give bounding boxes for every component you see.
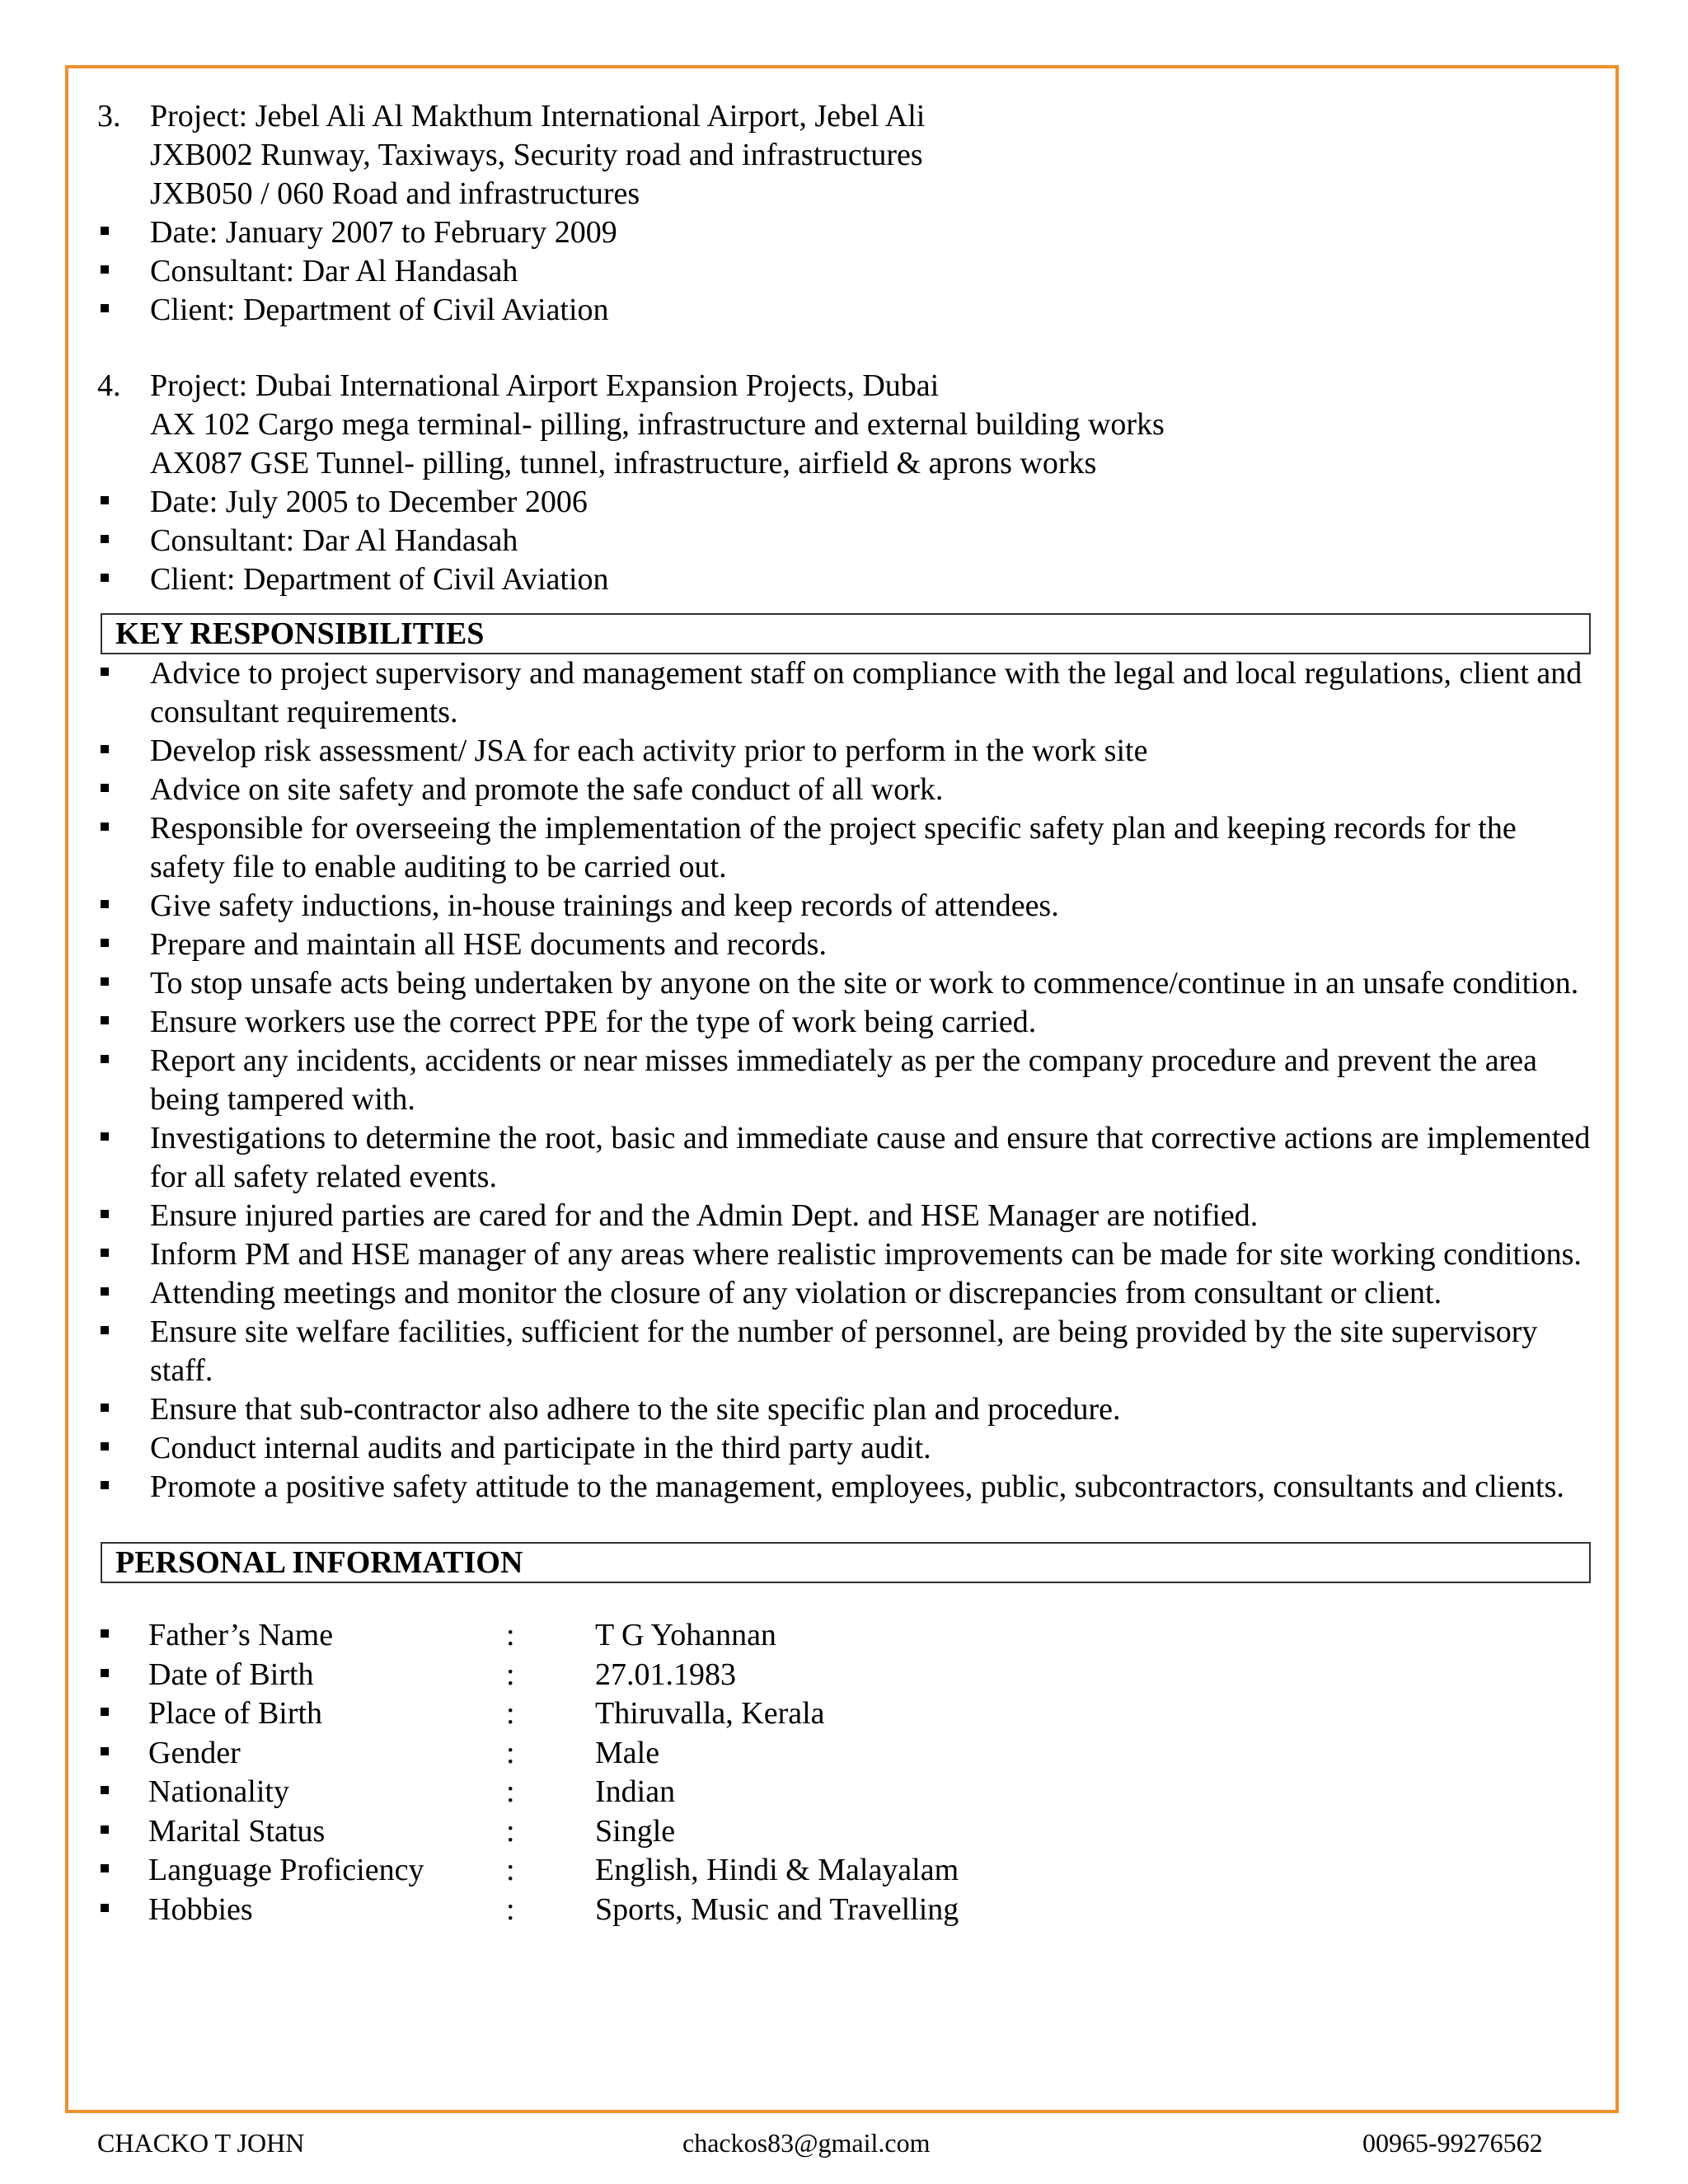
footer-name: CHACKO T JOHN <box>97 2128 305 2158</box>
personal-row-hobbies <box>97 1891 1597 1930</box>
list-item: Inform PM and HSE manager of any areas where realistic improvements can be made for site working conditions. <box>97 1235 1597 1274</box>
list-item: Give safety inductions, in-house trainings and keep records of attendees. <box>97 887 1597 926</box>
personal-separator: : <box>506 1618 515 1652</box>
personal-label: Place of Birth <box>148 1696 323 1731</box>
personal-value: 27.01.1983 <box>595 1657 736 1692</box>
personal-separator: : <box>506 1735 515 1770</box>
project-scope-line: JXB050 / 060 Road and infrastructures <box>150 176 640 211</box>
list-item: Advice on site safety and promote the safe conduct of all work. <box>97 771 1597 809</box>
personal-label: Marital Status <box>148 1813 326 1849</box>
personal-row-language-proficiency <box>97 1851 1597 1891</box>
personal-value: English, Hindi & Malayalam <box>595 1853 959 1887</box>
personal-label: Gender <box>148 1735 241 1770</box>
project-number: 3. <box>97 99 121 134</box>
list-item: Ensure workers use the correct PPE for the type of work being carried. <box>97 1003 1597 1042</box>
project-date: Date: July 2005 to December 2006 <box>97 483 1597 522</box>
project-consultant: Consultant: Dar Al Handasah <box>97 252 1597 291</box>
personal-value: Indian <box>595 1774 676 1809</box>
project-consultant: Consultant: Dar Al Handasah <box>97 522 1597 560</box>
personal-separator: : <box>506 1696 515 1731</box>
list-item: Attending meetings and monitor the closure of any violation or discrepancies from consultant or client. <box>97 1274 1597 1313</box>
key-responsibilities-heading: KEY RESPONSIBILITIES <box>101 613 1591 654</box>
personal-label: Language Proficiency <box>148 1853 424 1887</box>
personal-separator: : <box>506 1657 515 1692</box>
personal-label: Nationality <box>148 1774 289 1809</box>
list-item: Conduct internal audits and participate in the third party audit. <box>97 1429 1597 1468</box>
personal-value: Thiruvalla, Kerala <box>595 1696 825 1731</box>
personal-separator: : <box>506 1813 515 1849</box>
project-date: Date: January 2007 to February 2009 <box>97 213 1597 252</box>
project-entry-3 <box>97 97 1597 330</box>
spacer <box>97 330 1597 367</box>
list-item: Promote a positive safety attitude to the management, employees, public, subcontractors, consultants and clients. <box>97 1468 1597 1507</box>
personal-label: Hobbies <box>148 1891 253 1927</box>
personal-row-gender <box>97 1734 1597 1774</box>
list-item: Investigations to determine the root, basic and immediate cause and ensure that corrective actions are implemented for all safety related events. <box>97 1119 1597 1197</box>
personal-label: Date of Birth <box>148 1657 314 1692</box>
personal-row-marital-status <box>97 1812 1597 1852</box>
page-footer <box>97 2126 1548 2159</box>
footer-email: chackos83@gmail.com <box>682 2128 931 2158</box>
footer-phone: 00965-99276562 <box>1362 2128 1543 2158</box>
personal-separator: : <box>506 1774 515 1809</box>
project-title <box>97 97 1597 136</box>
personal-value: Single <box>595 1813 676 1849</box>
personal-row-fathers-name <box>97 1616 1597 1656</box>
personal-label: Father’s Name <box>148 1618 334 1652</box>
project-scope-line: JXB002 Runway, Taxiways, Security road and infrastructures <box>150 138 923 172</box>
project-scope-line: AX087 GSE Tunnel- pilling, tunnel, infrastructure, airfield & aprons works <box>150 446 1097 480</box>
list-item: To stop unsafe acts being undertaken by anyone on the site or work to commence/continue in an unsafe condition. <box>97 964 1597 1003</box>
list-item: Prepare and maintain all HSE documents and records. <box>97 926 1597 964</box>
list-item: Ensure that sub-contractor also adhere to the site specific plan and procedure. <box>97 1390 1597 1429</box>
project-title-text: Project: Jebel Ali Al Makthum International Airport, Jebel Ali <box>150 99 926 134</box>
resume-page-content <box>97 97 1597 1929</box>
personal-separator: : <box>506 1891 515 1927</box>
project-entry-4 <box>97 367 1597 599</box>
list-item: Report any incidents, accidents or near misses immediately as per the company procedure and prevent the area being tampered with. <box>97 1042 1597 1119</box>
personal-value: Sports, Music and Travelling <box>595 1891 959 1927</box>
project-scope-line: AX 102 Cargo mega terminal- pilling, infrastructure and external building works <box>150 407 1165 442</box>
list-item: Develop risk assessment/ JSA for each activity prior to perform in the work site <box>97 732 1597 771</box>
personal-value: Male <box>595 1735 660 1770</box>
list-item: Responsible for overseeing the implementation of the project specific safety plan and keeping records for the safety file to enable auditing to be carried out. <box>97 809 1597 887</box>
project-client: Client: Department of Civil Aviation <box>97 291 1597 330</box>
personal-information-list <box>97 1616 1597 1929</box>
project-client: Client: Department of Civil Aviation <box>97 560 1597 599</box>
personal-separator: : <box>506 1853 515 1887</box>
personal-information-heading: PERSONAL INFORMATION <box>101 1542 1591 1583</box>
key-responsibilities-list <box>97 654 1597 1507</box>
list-item: Ensure injured parties are cared for and the Admin Dept. and HSE Manager are notified. <box>97 1197 1597 1235</box>
project-title-text: Project: Dubai International Airport Expansion Projects, Dubai <box>150 368 940 403</box>
personal-row-date-of-birth <box>97 1656 1597 1695</box>
list-item: Ensure site welfare facilities, sufficient for the number of personnel, are being provided by the site supervisory staff. <box>97 1313 1597 1390</box>
project-title <box>97 367 1597 405</box>
list-item: Advice to project supervisory and management staff on compliance with the legal and local regulations, client and consultant requirements. <box>97 654 1597 732</box>
personal-row-place-of-birth <box>97 1694 1597 1734</box>
project-number: 4. <box>97 368 121 403</box>
personal-row-nationality <box>97 1773 1597 1812</box>
personal-value: T G Yohannan <box>595 1618 776 1652</box>
